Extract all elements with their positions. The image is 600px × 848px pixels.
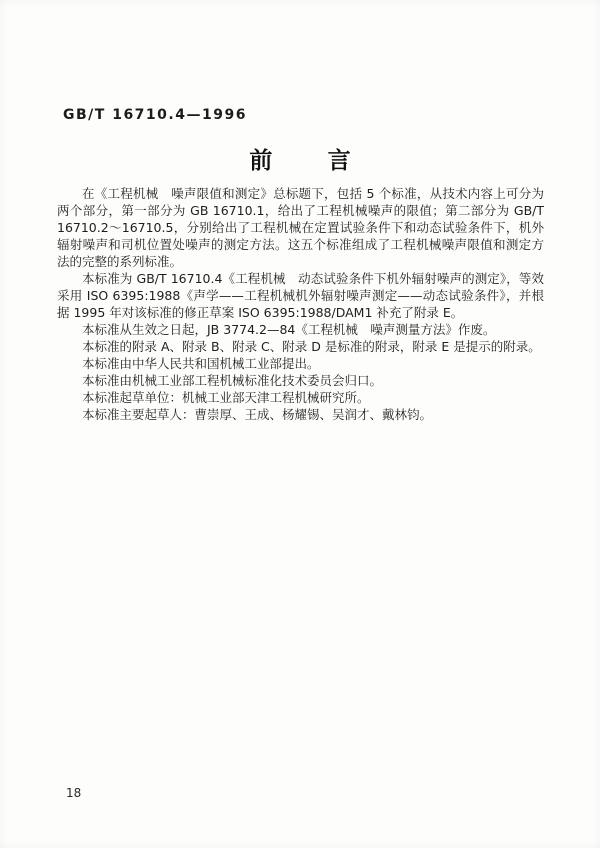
foreword-paragraph: 本标准的附录 A、附录 B、附录 C、附录 D 是标准的附录，附录 E 是提示的附录。 [82,339,541,354]
foreword-paragraph: 本标准主要起草人：曹崇厚、王成、杨耀锡、吴润才、戴林钧。 [82,407,433,422]
foreword-paragraph: 本标准从生效之日起，JB 3774.2—84《工程机械 噪声测量方法》作废。 [82,322,496,337]
standard-number-header: GB/T 16710.4—1996 [63,107,247,123]
foreword-paragraph: 本标准起草单位：机械工业部天津工程机械研究所。 [82,390,370,405]
page-number: 18 [66,786,82,800]
foreword-paragraph: 在《工程机械 噪声限值和测定》总标题下，包括 5 个标准，从技术内容上可分为两个部分，第一部分为 GB 16710.1，给出了工程机械噪声的限值；第二部分为 GB/T 16710.2～16710.5，分别给出了工程机械在定置试验条件下和动态试验条件下，机外辐射噪声和司机位置处噪声的测定方法。这五个标准组成了工程机械噪声限值和测定方法的完整的系列标准。 [57,186,544,269]
foreword-paragraph: 本标准由中华人民共和国机械工业部提出。 [82,356,320,371]
foreword-body [57,185,544,423]
foreword-paragraph: 本标准为 GB/T 16710.4《工程机械 动态试验条件下机外辐射噪声的测定》，等效采用 ISO 6395:1988《声学——工程机械机外辐射噪声测定——动态试验条件》，并根据 1995 年对该标准的修正草案 ISO 6395:1988/DAM1 补充了附录 E。 [57,271,544,320]
foreword-title [0,142,600,175]
foreword-paragraph: 本标准由机械工业部工程机械标准化技术委员会归口。 [82,373,383,388]
foreword-title-text: 前言 [249,148,406,174]
